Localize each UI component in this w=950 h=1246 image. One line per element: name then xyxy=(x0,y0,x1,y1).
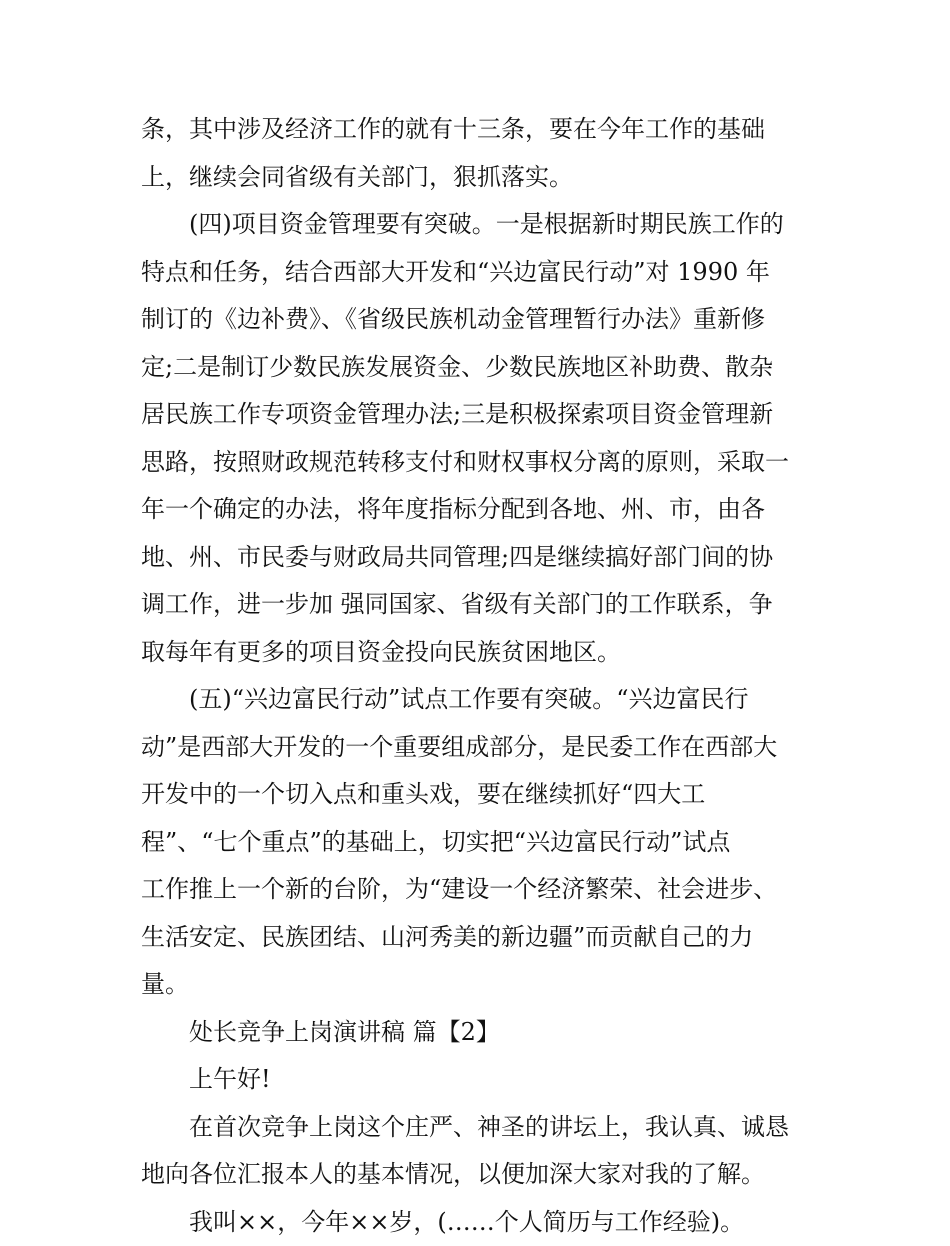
text-line: 地向各位汇报本人的基本情况，以便加深大家对我的了解。 xyxy=(141,1151,821,1199)
text-line: 居民族工作专项资金管理办法;三是积极探索项目资金管理新 xyxy=(141,391,821,439)
text-line: 上午好! xyxy=(141,1056,821,1104)
text-line: 制订的《边补费》、《省级民族机动金管理暂行办法》重新修 xyxy=(141,296,821,344)
text-line: 取每年有更多的项目资金投向民族贫困地区。 xyxy=(141,629,821,677)
text-line: 在首次竞争上岗这个庄严、神圣的讲坛上，我认真、诚恳 xyxy=(141,1104,821,1152)
text-line: (五)“兴边富民行动”试点工作要有突破。“兴边富民行 xyxy=(141,676,821,724)
text-line: 定;二是制订少数民族发展资金、少数民族地区补助费、散杂 xyxy=(141,344,821,392)
text-line: 开发中的一个切入点和重头戏，要在继续抓好“四大工 xyxy=(141,771,821,819)
text-line: 地、州、市民委与财政局共同管理;四是继续搞好部门间的协 xyxy=(141,534,821,582)
text-line: 程”、“七个重点”的基础上，切实把“兴边富民行动”试点 xyxy=(141,819,821,867)
text-line: 条，其中涉及经济工作的就有十三条，要在今年工作的基础 xyxy=(141,106,821,154)
text-line: 上，继续会同省级有关部门，狠抓落实。 xyxy=(141,154,821,202)
text-line: 量。 xyxy=(141,961,821,1009)
document-body xyxy=(141,106,821,1246)
text-line: 生活安定、民族团结、山河秀美的新边疆”而贡献自己的力 xyxy=(141,914,821,962)
text-line: 特点和任务，结合西部大开发和“兴边富民行动”对 1990 年 xyxy=(141,249,821,297)
text-line: 年一个确定的办法，将年度指标分配到各地、州、市，由各 xyxy=(141,486,821,534)
text-line: (四)项目资金管理要有突破。一是根据新时期民族工作的 xyxy=(141,201,821,249)
text-line: 思路，按照财政规范转移支付和财权事权分离的原则，采取一 xyxy=(141,439,821,487)
text-line: 动”是西部大开发的一个重要组成部分，是民委工作在西部大 xyxy=(141,724,821,772)
text-line: 处长竞争上岗演讲稿 篇【2】 xyxy=(141,1009,821,1057)
text-line: 调工作，进一步加 强同国家、省级有关部门的工作联系，争 xyxy=(141,581,821,629)
text-line: 工作推上一个新的台阶，为“建设一个经济繁荣、社会进步、 xyxy=(141,866,821,914)
text-line: 我叫××，今年××岁，(……个人简历与工作经验)。 xyxy=(141,1199,821,1246)
